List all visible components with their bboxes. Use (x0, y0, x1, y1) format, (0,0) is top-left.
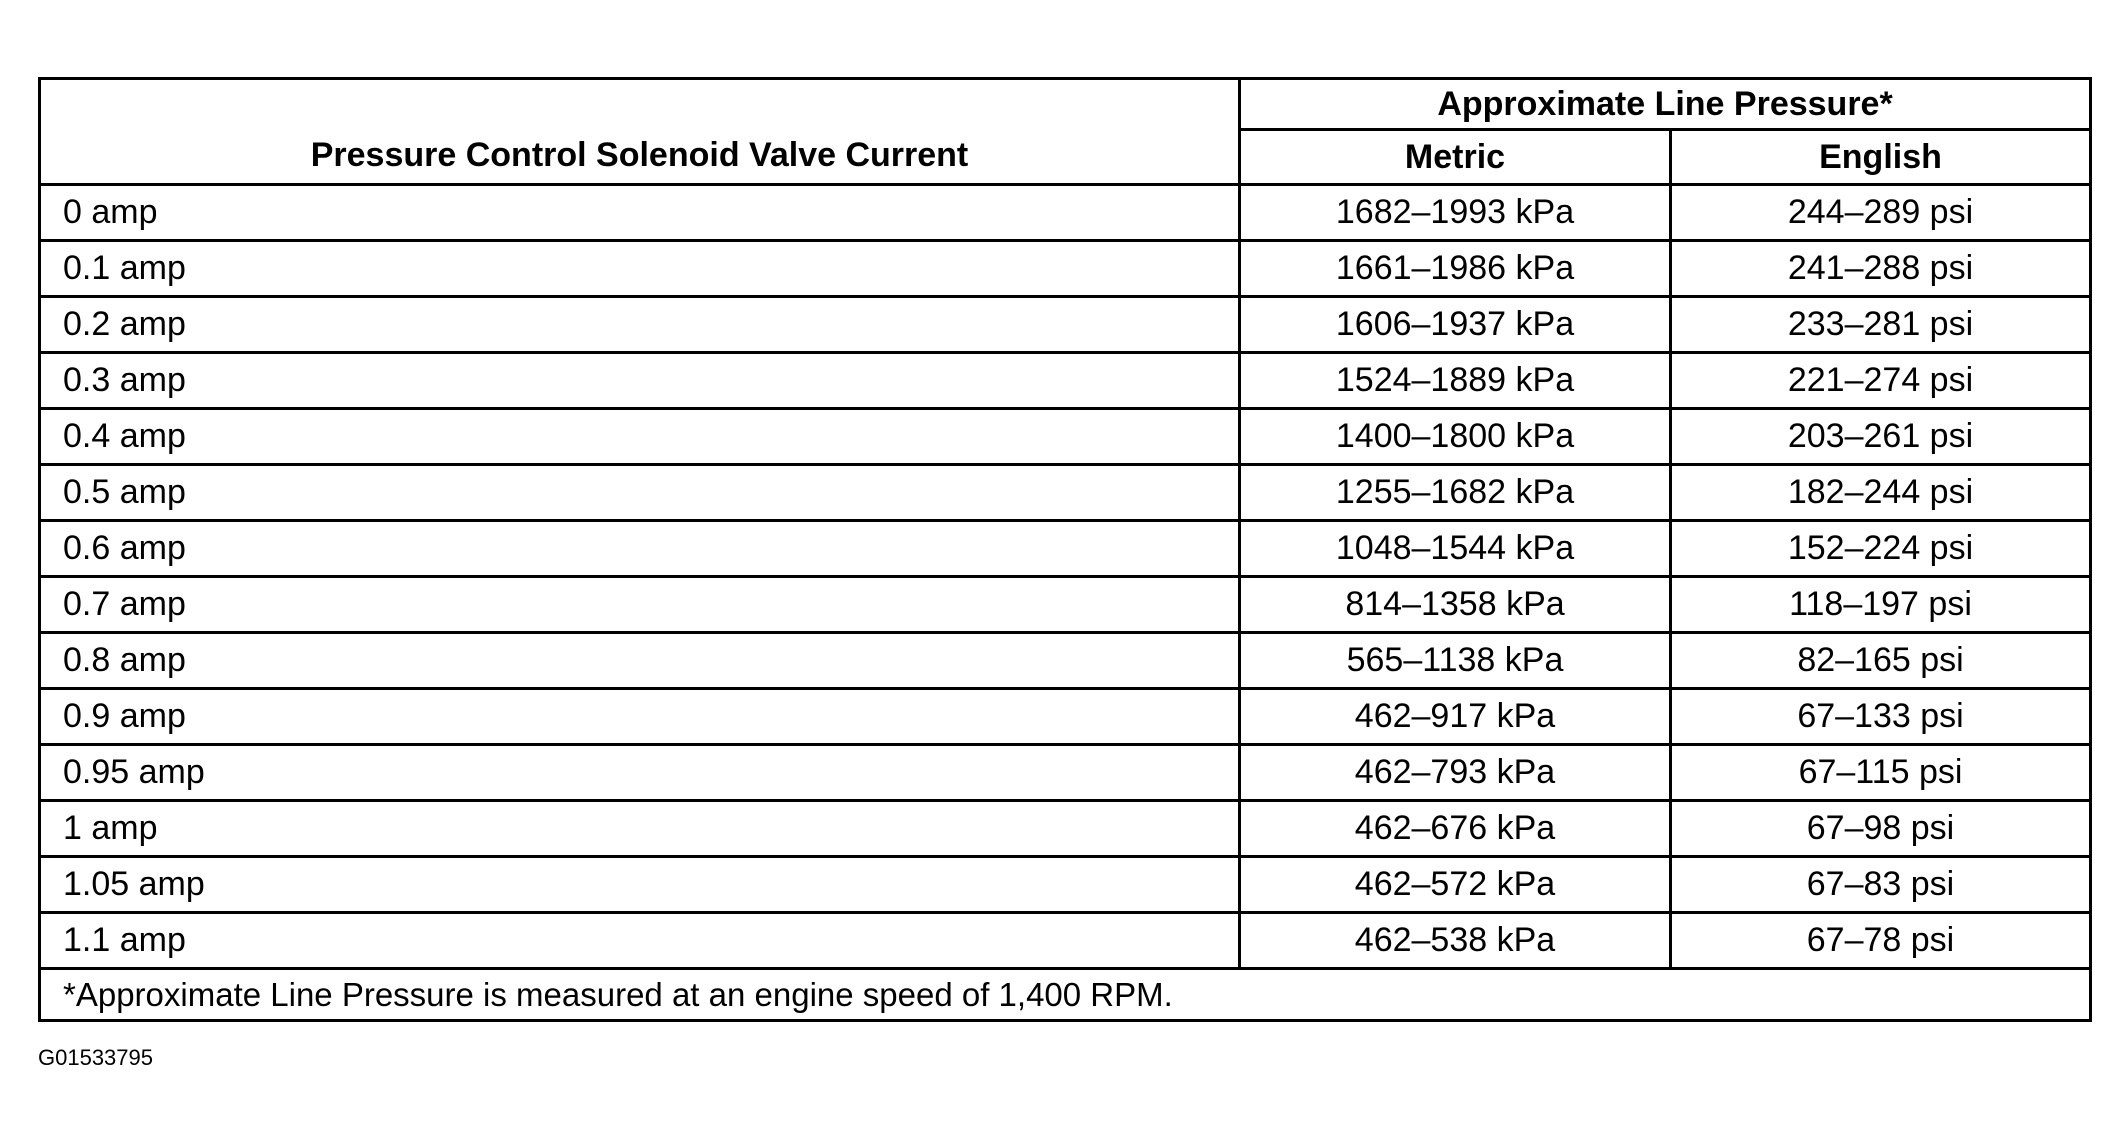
table-row (40, 689, 2091, 745)
metric-cell: 814–1358 kPa (1240, 577, 1671, 633)
line-pressure-header: Approximate Line Pressure* (1240, 79, 2091, 130)
metric-column-header: Metric (1240, 130, 1671, 185)
current-cell: 1 amp (40, 801, 1240, 857)
current-cell: 0.6 amp (40, 521, 1240, 577)
english-cell: 244–289 psi (1671, 185, 2091, 241)
current-cell: 0.5 amp (40, 465, 1240, 521)
english-cell: 82–165 psi (1671, 633, 2091, 689)
english-cell: 203–261 psi (1671, 409, 2091, 465)
table-row (40, 577, 2091, 633)
english-cell: 67–115 psi (1671, 745, 2091, 801)
english-cell: 67–133 psi (1671, 689, 2091, 745)
table-row (40, 857, 2091, 913)
english-cell: 67–78 psi (1671, 913, 2091, 969)
current-cell: 0.8 amp (40, 633, 1240, 689)
footnote-row (40, 969, 2091, 1021)
english-cell: 182–244 psi (1671, 465, 2091, 521)
current-cell: 0.3 amp (40, 353, 1240, 409)
english-cell: 67–83 psi (1671, 857, 2091, 913)
current-cell: 0.1 amp (40, 241, 1240, 297)
current-cell: 1.1 amp (40, 913, 1240, 969)
metric-cell: 462–793 kPa (1240, 745, 1671, 801)
english-cell: 152–224 psi (1671, 521, 2091, 577)
current-cell: 1.05 amp (40, 857, 1240, 913)
current-cell: 0.2 amp (40, 297, 1240, 353)
metric-cell: 1682–1993 kPa (1240, 185, 1671, 241)
metric-cell: 1606–1937 kPa (1240, 297, 1671, 353)
metric-cell: 462–538 kPa (1240, 913, 1671, 969)
english-cell: 221–274 psi (1671, 353, 2091, 409)
current-cell: 0.4 amp (40, 409, 1240, 465)
current-cell: 0.95 amp (40, 745, 1240, 801)
english-cell: 241–288 psi (1671, 241, 2091, 297)
metric-cell: 1048–1544 kPa (1240, 521, 1671, 577)
table-row (40, 521, 2091, 577)
table-row (40, 465, 2091, 521)
metric-cell: 462–917 kPa (1240, 689, 1671, 745)
english-column-header: English (1671, 130, 2091, 185)
footnote: *Approximate Line Pressure is measured at an engine speed of 1,400 RPM. (40, 969, 2091, 1021)
metric-cell: 1661–1986 kPa (1240, 241, 1671, 297)
table-row (40, 297, 2091, 353)
table-row (40, 633, 2091, 689)
english-cell: 67–98 psi (1671, 801, 2091, 857)
metric-cell: 1524–1889 kPa (1240, 353, 1671, 409)
table-body (40, 185, 2091, 969)
table-row (40, 745, 2091, 801)
current-column-header: Pressure Control Solenoid Valve Current (40, 79, 1240, 185)
current-cell: 0 amp (40, 185, 1240, 241)
table-row (40, 801, 2091, 857)
figure-id: G01533795 (38, 1045, 153, 1070)
table-row (40, 353, 2091, 409)
table-row (40, 913, 2091, 969)
metric-cell: 462–572 kPa (1240, 857, 1671, 913)
metric-cell: 1255–1682 kPa (1240, 465, 1671, 521)
metric-cell: 565–1138 kPa (1240, 633, 1671, 689)
metric-cell: 462–676 kPa (1240, 801, 1671, 857)
metric-cell: 1400–1800 kPa (1240, 409, 1671, 465)
english-cell: 233–281 psi (1671, 297, 2091, 353)
table-row (40, 409, 2091, 465)
current-cell: 0.9 amp (40, 689, 1240, 745)
header-row-top (40, 79, 2091, 130)
current-cell: 0.7 amp (40, 577, 1240, 633)
table-row (40, 241, 2091, 297)
english-cell: 118–197 psi (1671, 577, 2091, 633)
line-pressure-table (38, 77, 2092, 1022)
table-row (40, 185, 2091, 241)
